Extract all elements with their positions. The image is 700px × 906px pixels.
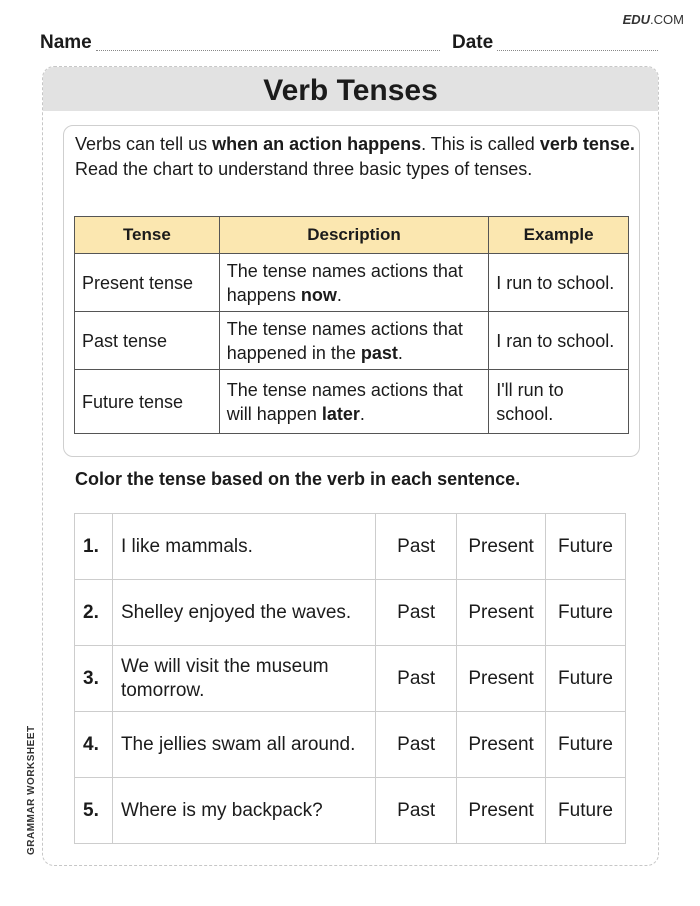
chart-row [75, 254, 629, 312]
name-line[interactable] [96, 50, 440, 51]
brand-suffix: .COM [650, 12, 684, 27]
chart-example-cell: I run to school. [489, 254, 629, 312]
exercise-number: 2. [75, 580, 113, 646]
name-field[interactable] [40, 32, 440, 54]
description-text: . [359, 403, 365, 424]
exercise-number: 1. [75, 514, 113, 580]
description-keyword: past [360, 342, 398, 363]
exercise-sentence: I like mammals. [112, 514, 375, 580]
exercise-sentence: Shelley enjoyed the waves. [112, 580, 375, 646]
option-past[interactable]: Past [376, 646, 457, 712]
exercise-row [75, 646, 626, 712]
option-future[interactable]: Future [546, 580, 626, 646]
chart-row [75, 370, 629, 434]
chart-tense-cell: Future tense [75, 370, 220, 434]
description-text: . [397, 342, 403, 363]
option-past[interactable]: Past [376, 712, 457, 778]
description-keyword: now [300, 284, 337, 305]
exercise-sentence: Where is my backpack? [112, 778, 375, 844]
exercise-number: 5. [75, 778, 113, 844]
intro-text-part: . This is called [421, 134, 540, 154]
date-label: Date [452, 32, 494, 53]
chart-tense-cell: Present tense [75, 254, 220, 312]
intro-text-part: Read the chart to understand three basic types of tenses. [75, 159, 533, 179]
description-text: The tense names actions that happens [226, 260, 463, 305]
intro-emphasis: verb tense. [539, 134, 635, 154]
chart-description-cell [219, 254, 488, 312]
option-past[interactable]: Past [376, 514, 457, 580]
option-future[interactable]: Future [546, 712, 626, 778]
exercise-sentence: We will visit the museum tomorrow. [112, 646, 375, 712]
page-title: Verb Tenses [43, 67, 658, 111]
chart-example-cell: I'll run to school. [489, 370, 629, 434]
option-future[interactable]: Future [546, 646, 626, 712]
chart-description-cell [219, 370, 488, 434]
exercise-table [74, 513, 626, 844]
name-label: Name [40, 32, 92, 53]
option-past[interactable]: Past [376, 778, 457, 844]
exercise-number: 3. [75, 646, 113, 712]
exercise-row [75, 712, 626, 778]
exercise-row [75, 580, 626, 646]
exercise-row [75, 778, 626, 844]
chart-header-tense: Tense [75, 217, 220, 254]
brand-name: EDU [622, 12, 651, 27]
chart-example-cell: I ran to school. [489, 312, 629, 370]
intro-text [75, 132, 635, 182]
instruction-text: Color the tense based on the verb in each sentence. [75, 469, 521, 489]
date-line[interactable] [497, 50, 658, 51]
tense-chart [74, 216, 629, 434]
option-future[interactable]: Future [546, 514, 626, 580]
worksheet-panel [42, 66, 659, 866]
exercise-sentence: The jellies swam all around. [112, 712, 375, 778]
chart-tense-cell: Past tense [75, 312, 220, 370]
intro-box [63, 125, 640, 457]
side-label: GRAMMAR WORKSHEET [26, 725, 37, 855]
option-future[interactable]: Future [546, 778, 626, 844]
chart-header-description: Description [219, 217, 488, 254]
option-present[interactable]: Present [457, 712, 546, 778]
chart-description-cell [219, 312, 488, 370]
option-present[interactable]: Present [457, 646, 546, 712]
description-text: . [336, 284, 342, 305]
intro-text-part: Verbs can tell us [75, 134, 213, 154]
description-text: The tense names actions that will happen [226, 379, 463, 424]
option-past[interactable]: Past [376, 580, 457, 646]
chart-header-row [75, 217, 629, 254]
exercise-number: 4. [75, 712, 113, 778]
worksheet-header [40, 30, 658, 54]
intro-emphasis: when an action happens [212, 134, 422, 154]
description-text: The tense names actions that happened in the [226, 318, 463, 363]
chart-header-example: Example [489, 217, 629, 254]
option-present[interactable]: Present [457, 514, 546, 580]
date-field[interactable] [452, 32, 658, 54]
exercise-row [75, 514, 626, 580]
description-keyword: later [321, 403, 360, 424]
option-present[interactable]: Present [457, 580, 546, 646]
option-present[interactable]: Present [457, 778, 546, 844]
brand-logo [623, 12, 684, 27]
chart-row [75, 312, 629, 370]
